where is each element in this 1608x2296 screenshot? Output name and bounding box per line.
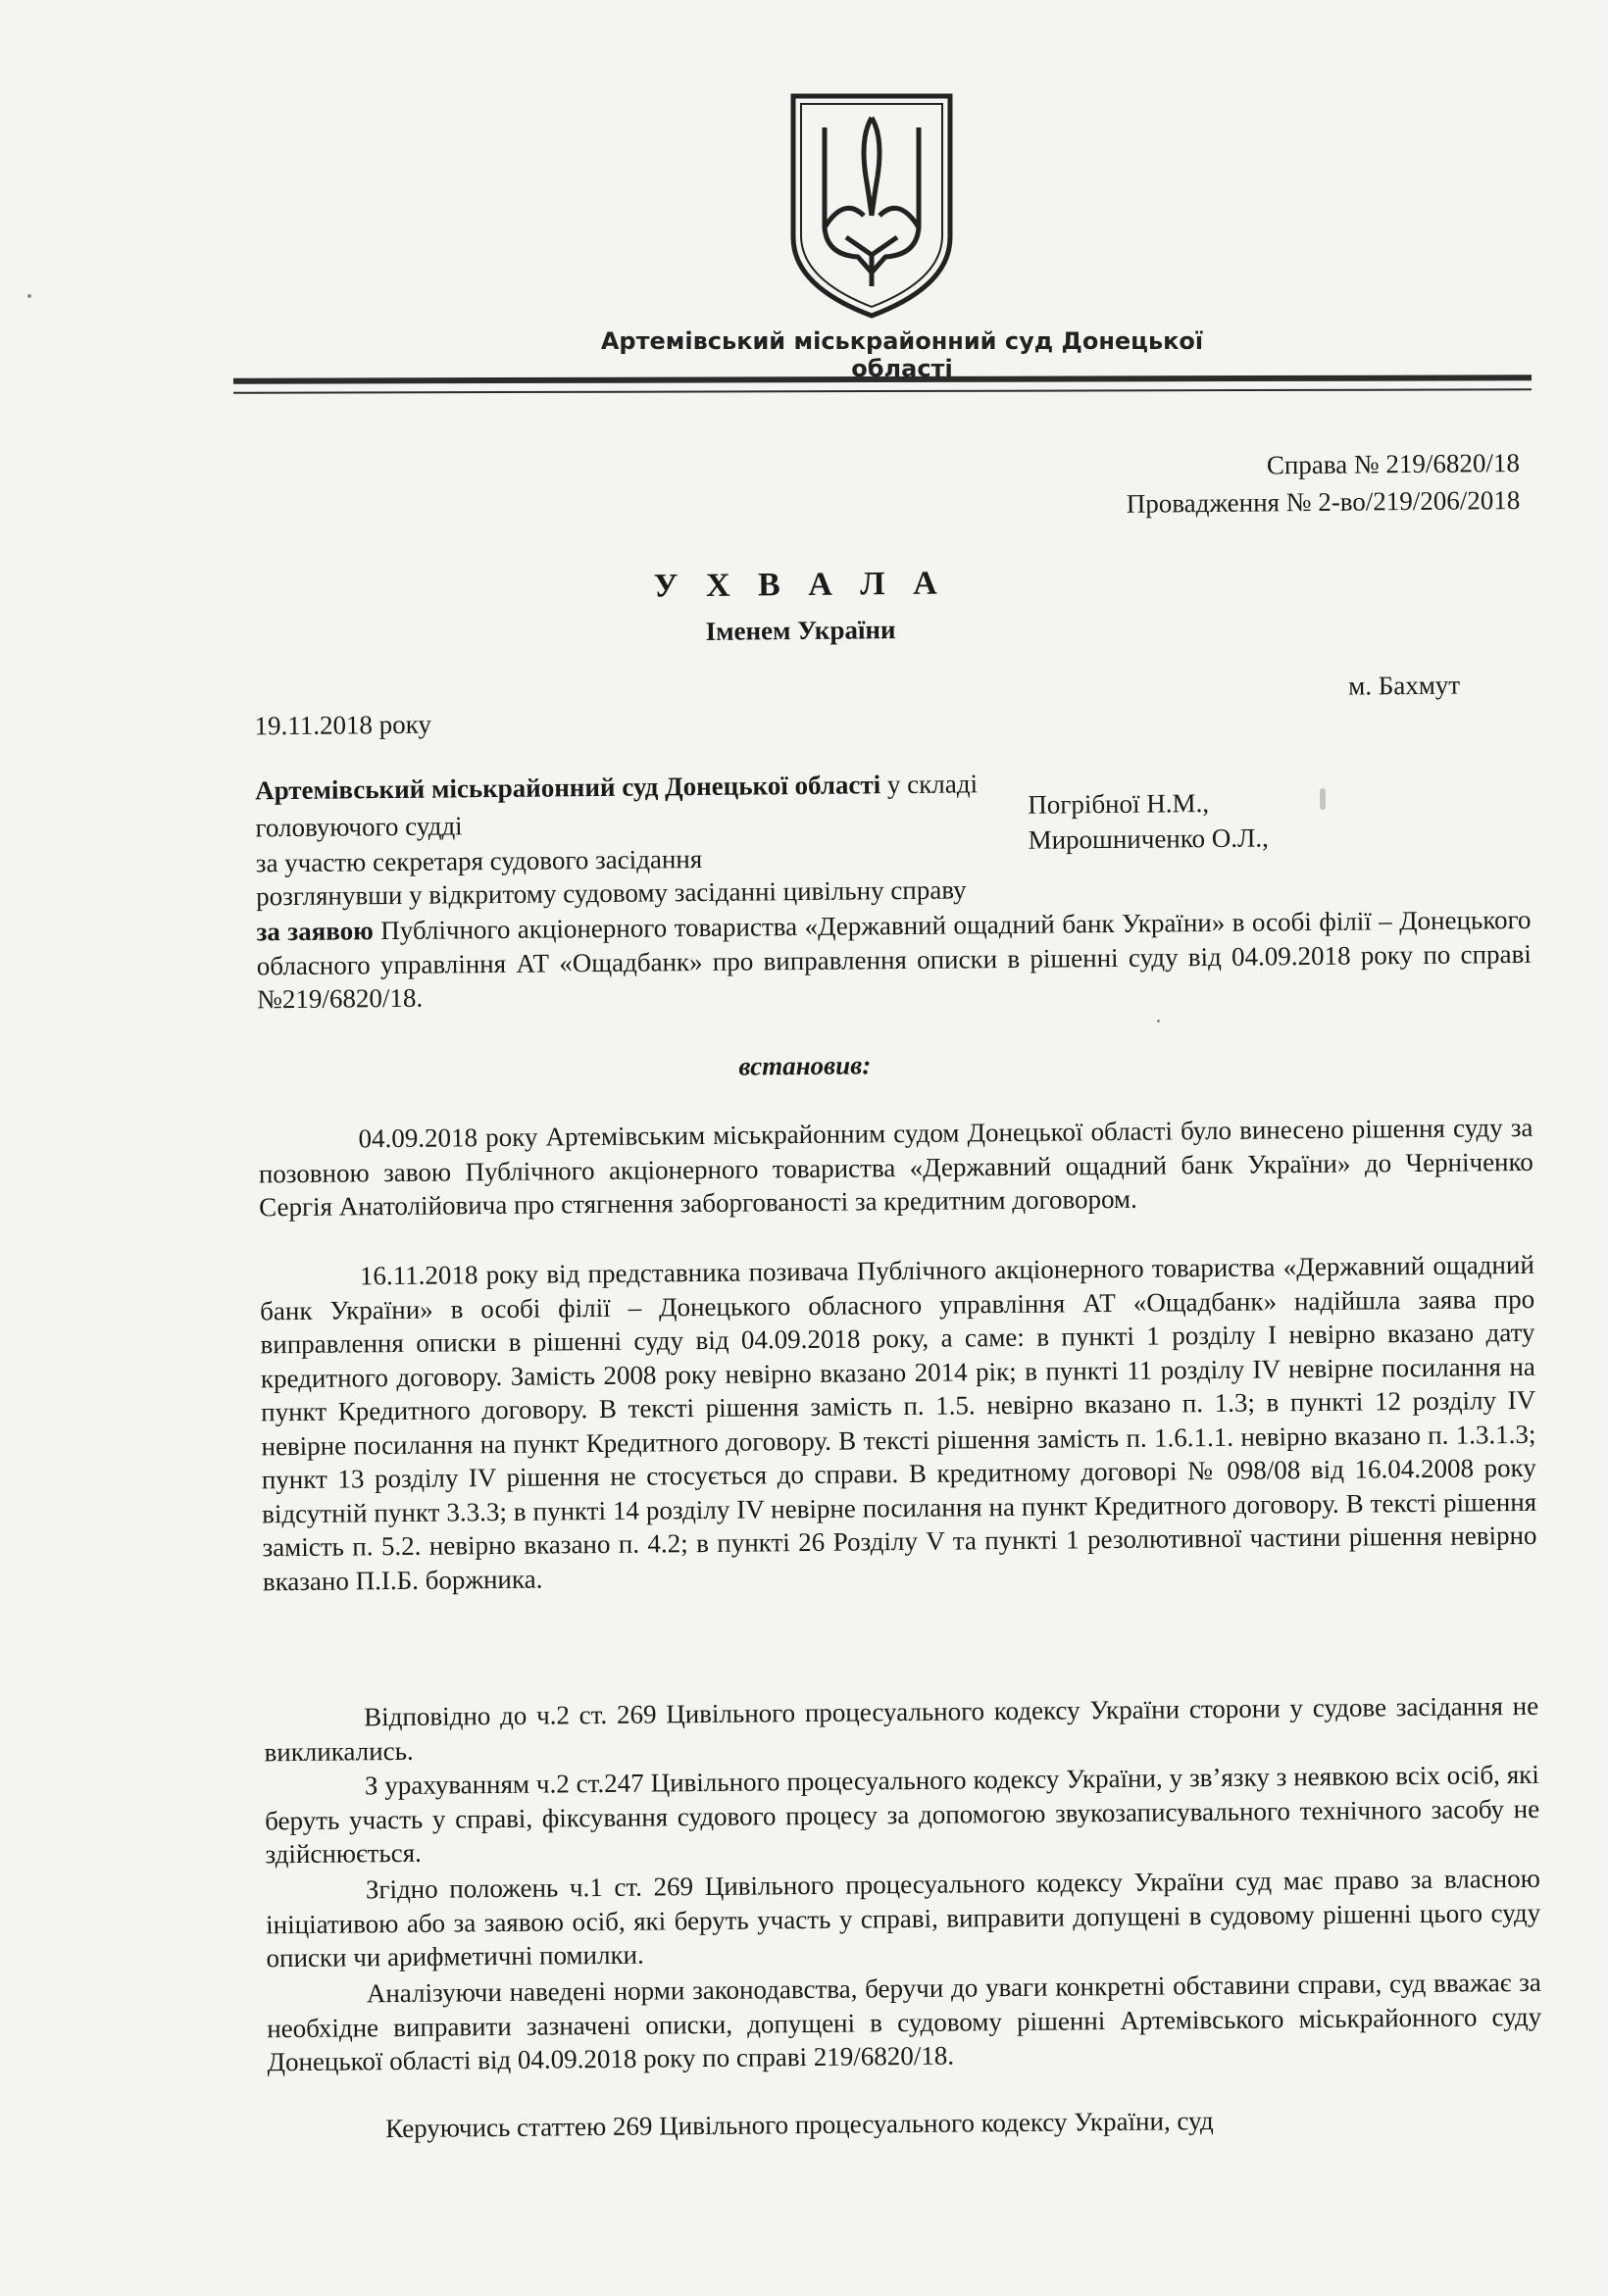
application-bold: за заявою (256, 916, 374, 947)
secretary-label: за участю секретаря судового засідання (255, 843, 703, 878)
court-name-suffix: у складі (880, 769, 979, 800)
decision-date: 19.11.2018 року (254, 709, 432, 741)
case-number: Справа № 219/6820/18 (1266, 447, 1521, 480)
scan-mark (1320, 788, 1326, 810)
paragraph-4: З урахуванням ч.2 ст.247 Цивільного процесуального кодексу України, у зв’язку з неявкою всіх осіб, які беруть участь у справі, фіксування судового процесу за допомогою звукозаписувального технічного засобу не здійснюється. (265, 1759, 1540, 1870)
paragraph-5: Згідно положень ч.1 ст. 269 Цивільного процесуального кодексу України суд має право за власною ініціативою або за заявою осіб, які беруть участь у справі, виправити допущені в судовому рішенні цього суду описки чи арифметичні помилки. (266, 1863, 1541, 1973)
city: м. Бахмут (1348, 670, 1461, 701)
paragraph-7: Керуючись статтею 269 Цивільного процесуального кодексу України, суд (385, 2106, 1214, 2144)
scan-speck (27, 294, 31, 298)
paragraph-6: Аналізуючи наведені норми законодавства, беручи до уваги конкретні обставини справи, суд вважає за необхідне виправити зазначені описки, допущені в судовому рішенні Артемівського міськрайонного суду Донецької області від 04.09.2018 року по справі 219/6820/18. (267, 1967, 1542, 2077)
court-header: Артемівський міськрайонний суд Донецької області (600, 327, 1204, 382)
court-composition (255, 767, 978, 807)
application-paragraph (256, 903, 1532, 1017)
scan-speck (1157, 1020, 1160, 1023)
document-title: У Х В А Л А (653, 565, 947, 605)
proceeding-number: Провадження № 2-во/219/206/2018 (1126, 484, 1521, 519)
judge-label: головуючого судді (255, 811, 463, 843)
considered-line: розглянувши у відкритому судовому засіданні цивільну справу (256, 874, 967, 912)
court-name-bold: Артемівський міськрайонний суд Донецької області (254, 770, 881, 806)
application-text: Публічного акціонерного товариства «Державний ощадний банк України» в особі філії – Донецького обласного управління АТ «Ощадбанк» про виправлення описки в рішенні суду від 04.09.2018 року по справі №219/6820/18. (256, 904, 1532, 1015)
secretary-name: Мирошниченко О.Л., (1028, 823, 1269, 855)
paragraph-3: Відповідно до ч.2 ст. 269 Цивільного процесуального кодексу України сторони у судове засідання не викликались. (264, 1690, 1539, 1767)
document-subtitle: Іменем України (705, 615, 896, 646)
paragraph-1: 04.09.2018 року Артемівським міськрайонним судом Донецької області було винесено рішення суду за позовною завою Публічного акціонерного товариства «Державний ощадний банк України» до Черніченко Сергія Анатолійовича про стягнення заборгованості за кредитним договором. (258, 1112, 1533, 1223)
established-heading: встановив: (738, 1050, 872, 1081)
paragraph-2: 16.11.2018 року від представника позивача Публічного акціонерного товариства «Державний ощадний банк України» в особі філії – Донецького обласного управління АТ «Ощадбанк» надійшла заява про виправлення описки в рішенні суду від 04.09.2018 року, а саме: в пункті 1 розділу І невірно вказано дату кредитного договору. Замість 2008 року невірно вказано 2014 рік; в пункті 11 розділу ІV невірне посилання на пункт Кредитного договору. В тексті рішення замість п. 1.5. невірно вказано п. 1.3; в пункті 12 розділу ІV невірне посилання на пункт Кредитного договору. В тексті рішення замість п. 1.6.1.1. невірно вказано п. 1.3.1.3; пункт 13 розділу ІV рішення не стосується до справи. В кредитному договорі № 098/08 від 16.04.2008 року відсутній пункт 3.3.3; в пункті 14 розділу ІV невірне посилання на пункт Кредитного договору. В тексті рішення замість п. 5.2. невірно вказано п. 4.2; в пункті 26 Розділу V та пункті 1 резолютивної частини рішення невірно вказано П.І.Б. боржника. (260, 1249, 1537, 1596)
judge-name: Погрібної Н.М., (1028, 788, 1210, 820)
